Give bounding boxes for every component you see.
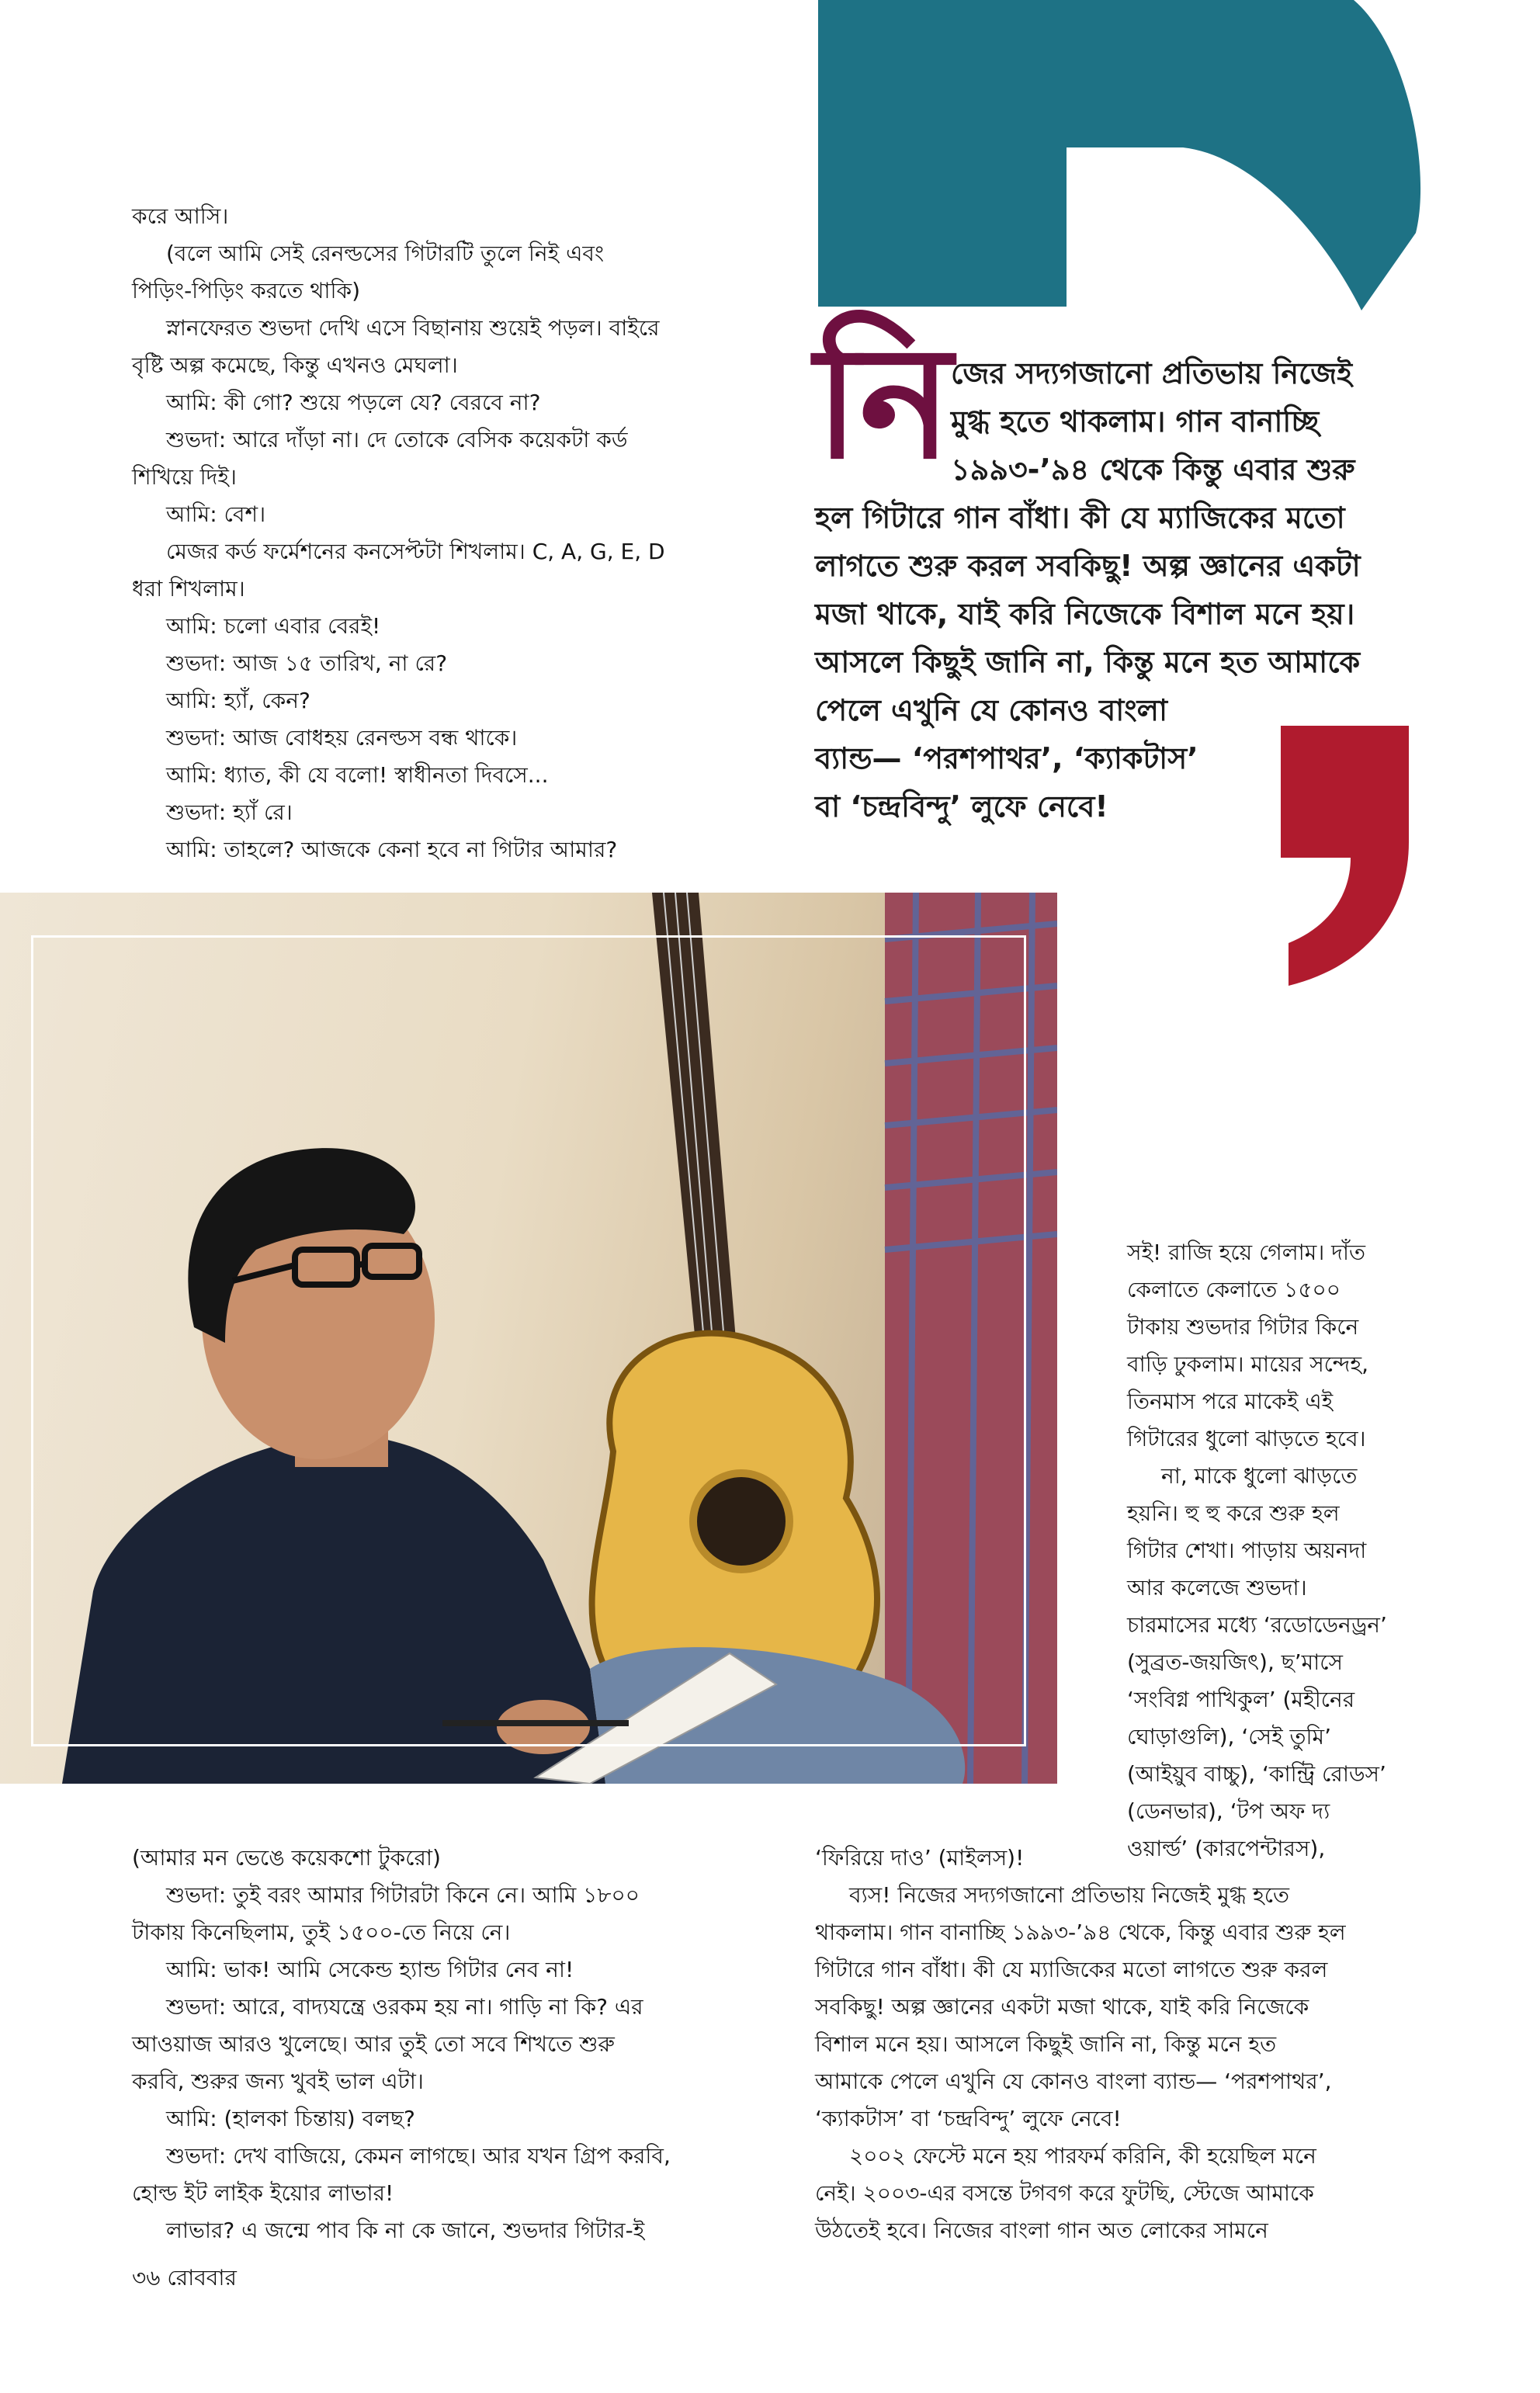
- text-line: আমি: কী গো? শুয়ে পড়লে যে? বেরবে না?: [166, 390, 541, 415]
- text-line: শুভদা: দেখ বাজিয়ে, কেমন লাগছে। আর যখন গ্রিপ করবি,: [166, 2143, 671, 2169]
- left-column-bottom: [132, 1840, 784, 2249]
- pull-quote-line: ব্যান্ড— ‘পরশপাথর’, ‘ক্যাকটাস’: [815, 741, 1198, 775]
- text-line: গিটার শেখা। পাড়ায় অয়নদা: [1127, 1538, 1367, 1563]
- text-line: চারমাসের মধ্যে ‘রডোডেনড্রন’: [1127, 1612, 1387, 1638]
- text-line: শুভদা: আজ ১৫ তারিখ, না রে?: [166, 650, 448, 676]
- text-line: নেই। ২০০৩-এর বসন্তে টগবগ করে ফুটছি, স্টেজে আমাকে: [815, 2180, 1314, 2206]
- text-line: মেজর কর্ড ফর্মেশনের কনসেপ্টটা শিখলাম। C, A, G, E, D: [166, 539, 665, 564]
- text-line: আমি: ধ্যাত, কী যে বলো! স্বাধীনতা দিবসে...: [166, 762, 549, 788]
- pull-quote-line: বা ‘চন্দ্রবিন্দু’ লুফে নেবে!: [815, 789, 1108, 824]
- text-line: সবকিছু! অল্প জ্ঞানের একটা মজা থাকে, যাই করি নিজেকে: [815, 1994, 1309, 2020]
- pull-quote-line: হল গিটারে গান বাঁধা। কী যে ম্যাজিকের মতো: [815, 501, 1345, 535]
- pull-quote-line: ১৯৯৩-’৯৪ থেকে কিন্তু এবার শুরু: [951, 453, 1355, 487]
- text-line: আর কলেজে শুভদা।: [1127, 1575, 1307, 1601]
- text-line: কেলাতে কেলাতে ১৫০০: [1127, 1277, 1341, 1302]
- text-line: শুভদা: তুই বরং আমার গিটারটা কিনে নে। আমি ১৮০০: [166, 1882, 640, 1908]
- pull-quote-line: লাগতে শুরু করল সবকিছু! অল্প জ্ঞানের একটা: [815, 549, 1361, 583]
- text-line: ঘোড়াগুলি), ‘সেই তুমি’: [1127, 1724, 1332, 1750]
- text-line: স্নানফেরত শুভদা দেখি এসে বিছানায় শুয়েই পড়ল। বাইরে: [166, 315, 660, 341]
- pull-quote-line: মুগ্ধ হতে থাকলাম। গান বানাচ্ছি: [951, 404, 1320, 439]
- text-line: (আইয়ুব বাচ্চু), ‘কান্ট্রি রোডস’: [1127, 1761, 1386, 1787]
- pull-quote-line: মজা থাকে, যাই করি নিজেকে বিশাল মনে হয়।: [815, 597, 1355, 631]
- text-line: না, মাকে ধুলো ঝাড়তে: [1161, 1463, 1358, 1489]
- right-column-bottom: [815, 1840, 1483, 2249]
- text-line: গিটারে গান বাঁধা। কী যে ম্যাজিকের মতো লাগতে শুরু করল: [815, 1957, 1328, 1982]
- photo-frame: [31, 935, 1026, 1746]
- page-footer: [132, 2263, 237, 2294]
- text-line: বৃষ্টি অল্প কমেছে, কিন্তু এখনও মেঘলা।: [132, 352, 458, 378]
- text-line: হোল্ড ইট লাইক ইয়োর লাভার!: [132, 2180, 394, 2206]
- text-line: (বলে আমি সেই রেনল্ডসের গিটারটি তুলে নিই এবং: [166, 241, 605, 266]
- text-line: ‘ফিরিয়ে দাও’ (মাইলস)!: [815, 1845, 1025, 1871]
- text-line: শুভদা: আরে দাঁড়া না। দে তোকে বেসিক কয়েকটা কর্ড: [166, 427, 628, 453]
- text-line: করবি, শুরুর জন্য খুবই ভাল এটা।: [132, 2069, 424, 2094]
- text-line: ‘ক্যাকটাস’ বা ‘চন্দ্রবিন্দু’ লুফে নেবে!: [815, 2106, 1122, 2131]
- publication-name: রোববার: [167, 2265, 237, 2291]
- text-line: (ডেনভার), ‘টপ অফ দ্য: [1127, 1798, 1330, 1824]
- text-line: পিড়িং-পিড়িং করতে থাকি): [132, 278, 361, 303]
- text-line: উঠতেই হবে। নিজের বাংলা গান অত লোকের সামনে: [815, 2218, 1268, 2243]
- text-line: (আমার মন ভেঙে কয়েকশো টুকরো): [132, 1845, 441, 1871]
- text-line: আমাকে পেলে এখুনি যে কোনও বাংলা ব্যান্ড— ‘পরশপাথর’,: [815, 2069, 1332, 2094]
- left-column-top: [132, 198, 792, 869]
- text-line: ব্যস! নিজের সদ্যগজানো প্রতিভায় নিজেই মুগ্ধ হতে: [849, 1882, 1289, 1908]
- page-number: ৩৬: [132, 2265, 161, 2291]
- text-line: সই! রাজি হয়ে গেলাম। দাঁত: [1127, 1240, 1366, 1265]
- right-column: [1127, 1234, 1469, 1868]
- text-line: টাকায় কিনেছিলাম, তুই ১৫০০-তে নিয়ে নে।: [132, 1920, 511, 1945]
- text-line: আমি: ভাক! আমি সেকেন্ড হ্যান্ড গিটার নেব না!: [166, 1957, 574, 1982]
- text-line: (সুব্রত-জয়জিৎ), ছ’মাসে: [1127, 1649, 1344, 1675]
- text-line: করে আসি।: [132, 203, 229, 229]
- text-line: হয়নি। হু হু করে শুরু হল: [1127, 1500, 1340, 1526]
- text-line: শিখিয়ে দিই।: [132, 464, 237, 490]
- text-line: আমি: বেশ।: [166, 501, 266, 527]
- pull-quote-line: জের সদ্যগজানো প্রতিভায় নিজেই: [951, 356, 1353, 390]
- close-quote-mark: [1273, 726, 1413, 990]
- text-line: ওয়ার্ল্ড’ (কারপেন্টারস),: [1127, 1836, 1326, 1861]
- text-line: ধরা শিখলাম।: [132, 576, 245, 602]
- text-line: আমি: (হালকা চিন্তায়) বলছ?: [166, 2106, 415, 2131]
- text-line: ২০০২ ফেস্টে মনে হয় পারফর্ম করিনি, কী হয়েছিল মনে: [849, 2143, 1316, 2169]
- photo-musician-with-guitar: [0, 893, 1057, 1784]
- text-line: আওয়াজ আরও খুলেছে। আর তুই তো সবে শিখতে শুরু: [132, 2031, 615, 2057]
- text-line: তিনমাস পরে মাকেই এই: [1127, 1389, 1334, 1414]
- open-quote-mark: [818, 0, 1424, 310]
- text-line: থাকলাম। গান বানাচ্ছি ১৯৯৩-’৯৪ থেকে, কিন্তু এবার শুরু হল: [815, 1920, 1346, 1945]
- text-line: বাড়ি ঢুকলাম। মায়ের সন্দেহ,: [1127, 1351, 1369, 1377]
- pull-quote-drop-cap: নি: [815, 313, 952, 494]
- text-line: আমি: হ্যাঁ, কেন?: [166, 688, 310, 713]
- text-line: আমি: তাহলে? আজকে কেনা হবে না গিটার আমার?: [166, 837, 618, 862]
- text-line: লাভার? এ জন্মে পাব কি না কে জানে, শুভদার গিটার-ই: [166, 2218, 645, 2243]
- text-line: শুভদা: আরে, বাদ্যযন্ত্রে ওরকম হয় না। গাড়ি না কি? এর: [166, 1994, 643, 2020]
- text-line: শুভদা: আজ বোধহয় রেনল্ডস বন্ধ থাকে।: [166, 725, 518, 751]
- pull-quote-line: আসলে কিছুই জানি না, কিন্তু মনে হত আমাকে: [815, 645, 1361, 679]
- text-line: আমি: চলো এবার বেরই!: [166, 613, 381, 639]
- text-line: টাকায় শুভদার গিটার কিনে: [1127, 1314, 1359, 1340]
- text-line: গিটারের ধুলো ঝাড়তে হবে।: [1127, 1426, 1366, 1451]
- text-line: ‘সংবিগ্ন পাখিকুল’ (মহীনের: [1127, 1687, 1355, 1712]
- pull-quote-line: পেলে এখুনি যে কোনও বাংলা: [815, 693, 1167, 727]
- text-line: বিশাল মনে হয়। আসলে কিছুই জানি না, কিন্তু মনে হত: [815, 2031, 1277, 2057]
- text-line: শুভদা: হ্যাঁ রে।: [166, 799, 293, 825]
